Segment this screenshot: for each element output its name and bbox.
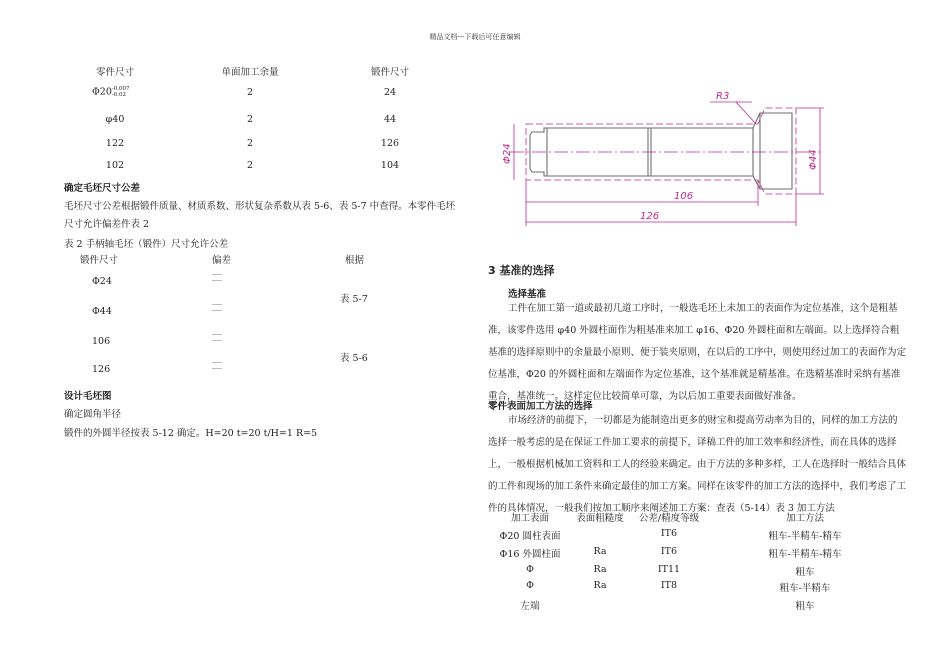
r3-leader xyxy=(736,102,756,124)
heading-select-datum: 选择基准 xyxy=(508,289,547,300)
table2-header-deviation: 偏差 xyxy=(212,255,232,266)
table1-cell-part: 102 xyxy=(105,160,125,171)
table1-cell-allowance: 2 xyxy=(246,114,254,125)
table3-header: 加工方法 xyxy=(785,513,824,524)
table1-header-allowance: 单面加工余量 xyxy=(221,67,279,78)
table3-cell: IT6 xyxy=(660,528,678,539)
table3-cell: 粗车-半精车 xyxy=(779,583,831,594)
table2-caption: 表 2 手柄轴毛坯（锻件）尺寸允许公差 xyxy=(64,239,229,250)
table2-header-basis: 根据 xyxy=(345,255,365,266)
tolerance-mark xyxy=(210,300,226,314)
section-title: 3 基准的选择 xyxy=(488,264,555,277)
table1-cell-part: φ40 xyxy=(105,114,125,125)
heading-blank-tolerance: 确定毛坯尺寸公差 xyxy=(64,183,141,194)
table3-cell: Ra xyxy=(593,564,607,575)
page-header: 精品文档---下载后可任意编辑 xyxy=(429,33,521,41)
line-radius: 确定圆角半径 xyxy=(64,409,122,420)
table3-header: 加工表面 xyxy=(510,513,549,524)
table3-cell: 左端 xyxy=(520,601,540,612)
label-106: 106 xyxy=(674,191,694,202)
paragraph-datum: 工件在加工第一道或最初几道工序时，一般选毛坯上未加工的表面作为定位基准，这个是粗基准，该零件选用 φ40 外圆柱面作为粗基准来加工 φ16、Φ20 外圆柱面和左端面。以上选择符合粗基准的选择原则中的余量最小原则、便于装夹原则，在以后的工序中，则使用经过加工的表面作为定位基准，Φ20 的外圆柱面和左端面作为定位基准，这个基准就是精基准。在选精基准时采纳有基准重合，基准统一。这样定位比较简单可靠，为以后加工重要表面做好准备。 xyxy=(488,303,907,402)
table2-ref: 表 5-7 xyxy=(340,294,368,305)
table3-cell: 粗车 xyxy=(795,601,815,612)
table2-cell-size: 106 xyxy=(92,336,111,347)
table2-cell-size: Φ44 xyxy=(92,306,112,317)
table3-cell: Φ16 外圆柱面 xyxy=(499,549,561,560)
table3-cell: Φ20 圆柱表面 xyxy=(499,531,561,542)
table3-cell: IT6 xyxy=(660,546,678,557)
line-formula: 锻件的外圆半径按表 5-12 确定。H=20 t=20 t/H=1 R=5 xyxy=(64,428,318,439)
dimension-lines xyxy=(510,102,824,226)
tolerance-mark xyxy=(210,270,226,284)
table3-cell: 粗车 xyxy=(795,567,815,578)
table3-cell: Φ xyxy=(526,580,534,591)
tolerance-fraction xyxy=(112,86,130,98)
table1-header-part: 零件尺寸 xyxy=(95,67,134,78)
table1-header-forging: 锻件尺寸 xyxy=(370,67,409,78)
table1-cell-forging: 44 xyxy=(383,114,397,125)
table3-header: 表面粗糙度 xyxy=(576,513,624,524)
table2-cell-size: 126 xyxy=(92,364,111,375)
paragraph-method: 市场经济的前提下，一切都是为能制造出更多的财宝和提高劳动率为目的，同样的加工方法的选择一般考虑的是在保证工件加工要求的前提下，译稿工件的加工效率和经济性，而在具体的选择上，一般根据机械加工资料和工人的经验来确定。由于方法的多种多样，工人在选择时一般结合具体的工件和现场的加工条件来确定最佳的加工方案。同样在该零件的加工方法的选择中，我们考虑了工件的具体情况，一般我们按加工顺序来阐述加工方案：查表（5-14）表 3 加工方法 xyxy=(488,415,907,514)
table3-cell: Φ xyxy=(526,564,534,575)
paragraph-line: 毛坯尺寸公差根据锻件质量、材质系数、形状复杂系数从表 5-6、表 5-7 中查得。本零件毛坯 xyxy=(64,201,456,212)
table3-cell: Ra xyxy=(593,580,607,591)
table2-header-size: 锻件尺寸 xyxy=(80,255,119,266)
table1-cell-forging: 104 xyxy=(380,160,400,171)
heading-method-selection: 零件表面加工方法的选择 xyxy=(488,401,593,412)
paragraph-line: 尺寸允许偏差件表 2 xyxy=(64,219,150,230)
table2-cell-size: Φ24 xyxy=(92,276,112,287)
table3-cell: 粗车-半精车-精车 xyxy=(768,531,842,542)
table1-cell-part: 122 xyxy=(105,138,125,149)
table2-ref: 表 5-6 xyxy=(340,353,368,364)
label-r3: R3 xyxy=(716,91,730,102)
table1-cell-forging: 126 xyxy=(380,138,400,149)
forging-drawing xyxy=(490,80,850,240)
table1-cell-allowance: 2 xyxy=(246,87,254,98)
label-d24: Φ24 xyxy=(502,143,513,164)
table3-header: 公差/精度等级 xyxy=(638,513,700,524)
label-d44: Φ44 xyxy=(808,149,819,170)
table3-cell: IT8 xyxy=(660,580,678,591)
tolerance-lower: -0.02 xyxy=(111,92,126,98)
table1-cell-allowance: 2 xyxy=(246,160,254,171)
table3-cell: Ra xyxy=(593,546,607,557)
table1-cell-part xyxy=(92,86,130,98)
table1-cell-forging: 24 xyxy=(383,87,397,98)
heading-design-blank: 设计毛坯图 xyxy=(64,391,112,402)
tolerance-mark xyxy=(210,358,226,372)
tolerance-upper: -0.007 xyxy=(111,86,130,92)
label-126: 126 xyxy=(640,211,660,222)
tolerance-mark xyxy=(210,330,226,344)
table1-part-value: Φ20 xyxy=(92,86,112,98)
table3-cell: IT11 xyxy=(657,564,681,575)
table1-cell-allowance: 2 xyxy=(246,138,254,149)
table3-cell: 粗车-半精车-精车 xyxy=(768,549,842,560)
head-outline xyxy=(753,113,792,189)
